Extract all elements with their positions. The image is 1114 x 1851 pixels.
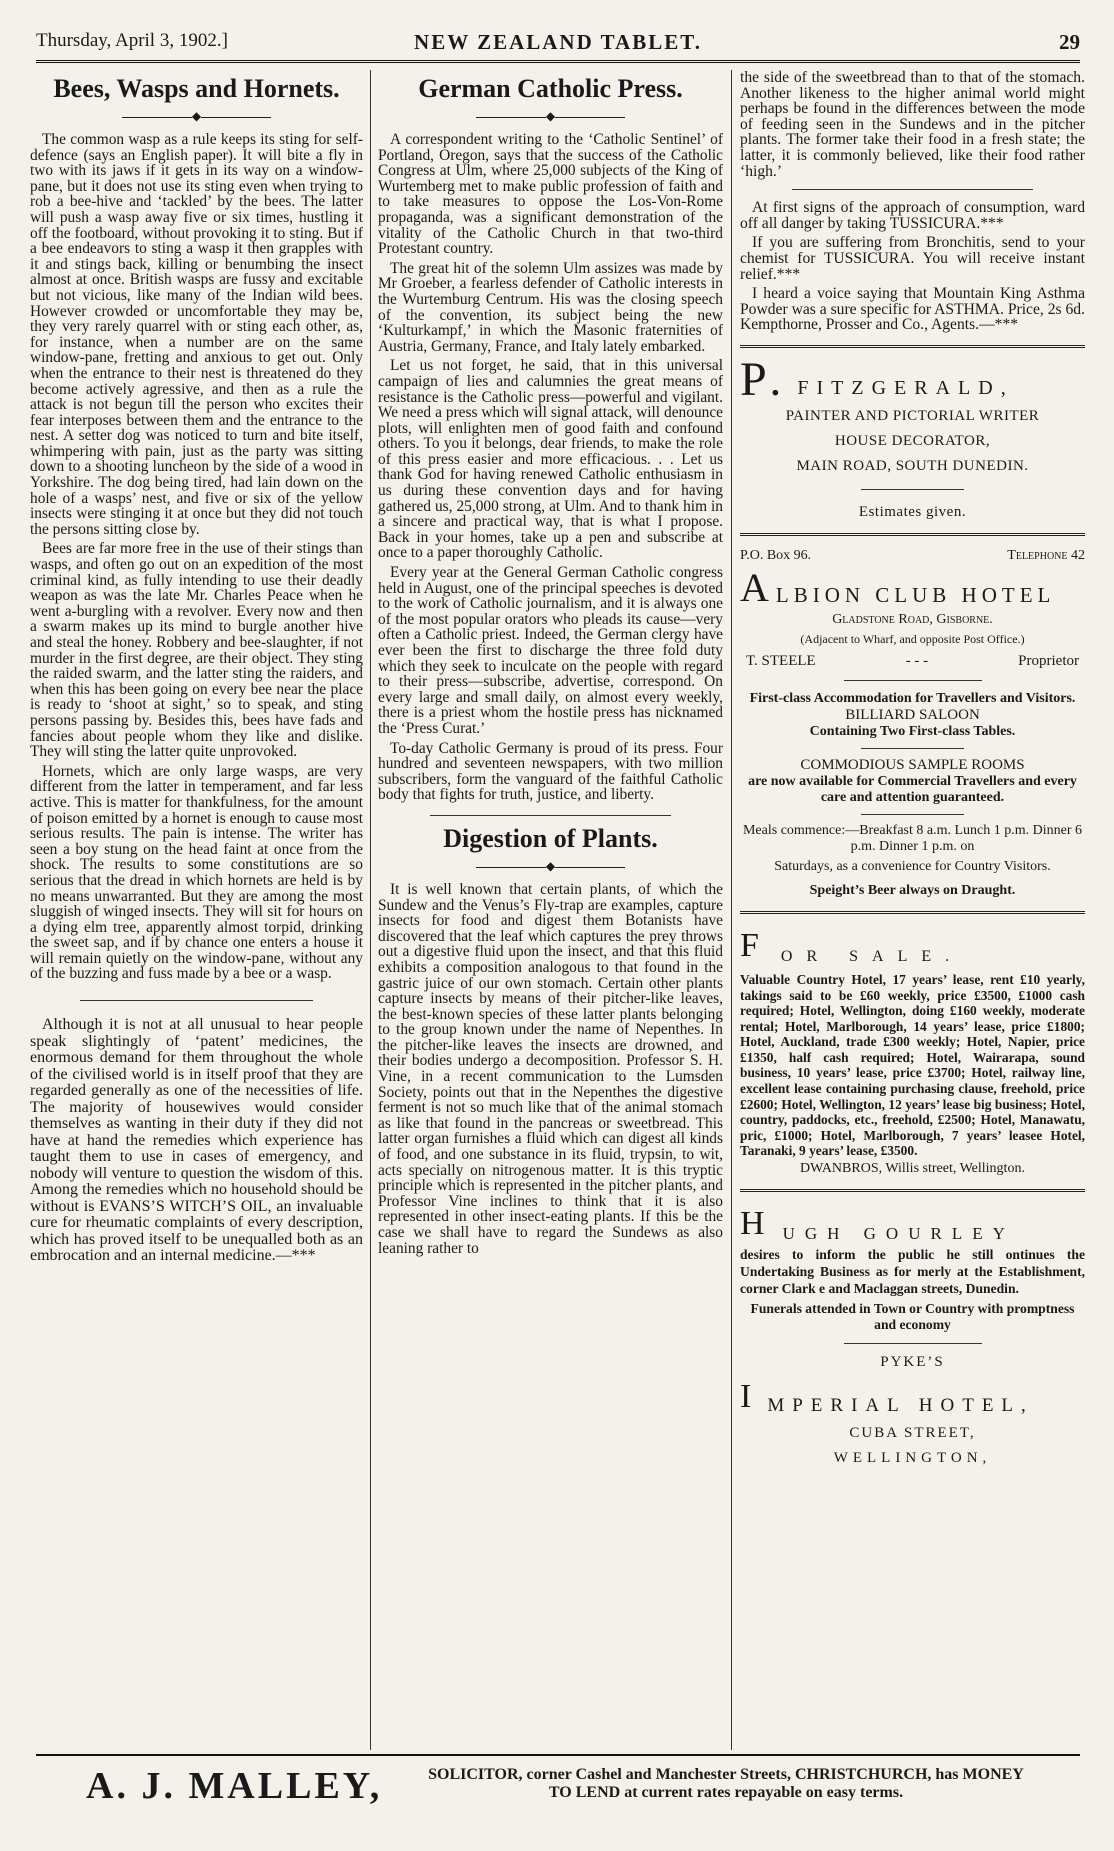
divider <box>740 911 1085 914</box>
press-paragraph-4: Every year at the General German Catholic congress held in August, one of the principal speeches is devoted to the work of Catholic journalism, and it is always one of the most popular orators who pleads its cause—very often a Catholic priest. Indeed, the German clergy have ever been the first to discharge the three fold duty which they seek to inculcate on the people with regard to their press—subscribe, advertise, correspond. On every large and small daily, on almost every weekly, there is a priest whom the hostile press has nicknamed the ‘Press Curat.’ <box>378 564 723 737</box>
divider <box>792 189 1034 190</box>
title-ornament: ◆ <box>378 110 723 122</box>
albion-tables: Containing Two First-class Tables. <box>809 723 1016 739</box>
sale-initial: F <box>740 926 773 964</box>
divider <box>80 1000 313 1001</box>
press-paragraph-3: Let us not forget, he said, that in this universal campaign of lies and calumnies the great means of resistance is the Catholic press—powerful and vigilant. We need a press which will signal attack, will denounce plots, will enlighten men of good faith and confound others. To you it belongs, dear friends, to make the role of this press easier and more efficacious. . . Let us thank God for having renewed Catholic enthusiasm in us during these convention days and for having gathered us, 25,000 strong, at Ulm. And to thank him in a sincere and practical way, that is what I propose. Back in your homes, take up a pen and subscribe at once to a paper thoroughly Catholic. <box>378 357 723 562</box>
imperial-pykes: PYKE’S <box>880 1354 945 1371</box>
albion-beer: Speight’s Beer always on Draught. <box>809 882 1016 898</box>
for-sale-advert <box>740 926 1085 1177</box>
fitzgerald-estimates: Estimates given. <box>858 503 967 520</box>
albion-dash: - - - <box>905 652 929 669</box>
divider <box>740 533 1085 536</box>
malley-text-1: SOLICITOR, corner Cashel and Manchester Streets, CHRISTCHURCH, has MONEY <box>428 1766 1024 1783</box>
gourley-funerals: Funerals attended in Town or Country with promptness and economy <box>750 1301 1075 1333</box>
fitzgerald-line-1: PAINTER AND PICTORIAL WRITER <box>785 407 1040 424</box>
gourley-advert <box>740 1204 1085 1333</box>
divider <box>861 748 965 749</box>
divider <box>740 1189 1085 1192</box>
column-rule-2 <box>731 70 732 1750</box>
divider <box>844 1343 982 1344</box>
albion-hotel-advert <box>740 548 1085 899</box>
digestion-continuation: the side of the sweetbread than to that of the stomach. Another likeness to the higher animal world might perhaps be found in the differences between the mode of feeding seen in the Sundews and in the pitcher plants. The former take their food in a fresh state; the latter, it is commonly believed, like their food rather ‘high.’ <box>740 70 1085 180</box>
gourley-name: UGH GOURLEY <box>782 1224 1015 1244</box>
fitzgerald-line-2: HOUSE DECORATOR, <box>834 432 991 449</box>
tussicura-notice-2: If you are suffering from Bronchitis, send to your chemist for TUSSICURA. You will receive instant relief.*** <box>740 234 1085 283</box>
page-header <box>36 30 1080 63</box>
bees-paragraph-2: Bees are far more free in the use of their stings than wasps, and often go out on an expedition of the most criminal kind, as fully intending to use their deadly weapon as was the late Mr. Charles Peace when he went a-burgling with a revolver. Every now and then a swarm makes up its mind to burgle another hive and steal the honey. Robbery and bee-slaughter, if not murder in the first degree, are their object. They sting the raided swarm, and the latter sting the raiders, and when this has been going on every bee near the place is ready to ‘shoot at sight,’ so to speak, and sting persons passing by. Besides this, bees have fads and fancies about people whom they like and dislike. They will sting the latter quite unprovoked. <box>30 540 363 761</box>
asthma-notice: I heard a voice saying that Mountain King Asthma Powder was a sure specific for ASTHMA. Price, 2s 6d. Kempthorne, Prosser and Co., Agents.—*** <box>740 285 1085 334</box>
article-title-digestion: Digestion of Plants. <box>443 823 658 853</box>
albion-available: are now available for Commercial Travellers and every care and attention guaranteed. <box>748 773 1077 805</box>
article-title-bees: Bees, Wasps and Hornets. <box>53 74 340 103</box>
masthead-title: NEW ZEALAND TABLET. <box>414 30 702 54</box>
divider <box>861 489 965 490</box>
albion-owner: T. STEELE <box>746 652 816 669</box>
albion-telephone: Telephone 42 <box>1007 547 1085 563</box>
divider <box>861 814 965 815</box>
sale-text: Valuable Country Hotel, 17 years’ lease, rent £10 yearly, takings said to be £60 weekly, price £3500, £1000 cash required; Hotel, Wellington, doing £160 weekly, moderate rental; Hotel, Marlborough, 14 years’ lease, price £1800; Hotel, Auckland, trade £300 weekly; Hotel, Napier, price £1350, half cash required; Hotel, Wairarapa, sound business, 10 years’ lease, price £3700; Hotel, railway line, excellent lease containing purchasing clause, freehold, price £2600; Hotel, Wellington, 12 years’ lease big business; Hotel, country, paddocks, etc., freehold, £2500; Hotel, Manawatu, pric, £1000; Hotel, Marlborough, 7 years’ leasee Hotel, Taranaki, 9 years’ lease, £3500. <box>740 971 1085 1159</box>
column-3 <box>740 70 1085 1745</box>
imperial-hotel-advert <box>740 1354 1085 1467</box>
albion-initial: A <box>740 564 774 610</box>
sale-title: OR SALE. <box>780 947 964 965</box>
tussicura-notice-1: At first signs of the approach of consumption, ward off all danger by taking TUSSICURA.*** <box>740 199 1085 232</box>
title-ornament: ◆ <box>378 860 723 872</box>
bees-paragraph-3: Hornets, which are only large wasps, are very different from the latter in temperament, and far less active. This is matter for thankfulness, for the amount of poison emitted by a hornet is enough to cause most serious results. The pain is intense. The writer has seen a boy stung on the head faint at once from the shock. The results to some constitutions are so serious that the dread in which hornets are held is by no means unwarranted. But they are among the most sluggish of winged insects. They will sit for hours on a dying elm tree, apparently almost torpid, drinking the sweet sap, and if by chance one enters a house it will remain quietly on the window-pane, without any of the buzzing and fuss made by a bee or a wasp. <box>30 762 363 983</box>
column-rule-1 <box>370 70 371 1750</box>
column-1 <box>30 70 363 1745</box>
divider <box>740 345 1085 348</box>
fitzgerald-initial: P. <box>740 352 790 406</box>
fitzgerald-line-3: MAIN ROAD, SOUTH DUNEDIN. <box>796 457 1029 474</box>
albion-meals: Meals commence:—Breakfast 8 a.m. Lunch 1 p.m. Dinner 6 p.m. Dinner 1 p.m. on <box>742 822 1082 854</box>
imperial-initial: I <box>740 1378 760 1416</box>
albion-accommodation: First-class Accommodation for Travellers and Visitors. <box>749 690 1076 706</box>
albion-billiard: BILLIARD SALOON <box>845 706 980 723</box>
press-paragraph-5: To-day Catholic Germany is proud of its press. Four hundred and seventeen newspapers, with two million subscribers, form the vanguard of the faithful Catholic body that fights for truth, justice, and liberty. <box>378 739 723 804</box>
page-number: 29 <box>1059 30 1080 54</box>
column-2 <box>378 70 723 1745</box>
malley-name: A. J. MALLEY, <box>86 1765 383 1807</box>
albion-po-box: P.O. Box 96. <box>740 547 812 563</box>
divider <box>844 680 982 681</box>
article-title-german-press: German Catholic Press. <box>418 74 683 103</box>
bees-paragraph-1: The common wasp as a rule keeps its sting for self-defence (says an English paper). It will bite a fly in two with its jaws if it gets in its way on a window-pane, but it does not use its sting even when trying to rob a bee-hive and ‘tackled’ by the bees. The latter will push a wasp away five or six times, hustling it off the footboard, without provoking it to sting. But if a bee endeavors to sting a wasp it then grapples with it and stings back, killing or benumbing the insect almost at once. British wasps are fussy and excitable but not vicious, like many of the Indian wild bees. However crowded or uncomfortable they may be, they very rarely quarrel with or sting each other, as, for instance, when a number are on the same window-pane, fretting and anxious to get out. Only when the entrance to their nest is threatened do they become actively agressive, and then as a rule the attack is not begun till the person who excites their fear interposes between them and the entrance to the nest. A setter dog was noticed to turn and bite itself, whimpering with pain, just as the party was sitting down to a shooting luncheon by the side of a wood in Yorkshire. The dog being tired, had lain down on the hole of a wasps’ nest, and five or six of the yellow insects were stinging it at once but they did not touch the persons sitting close by. <box>30 131 363 538</box>
albion-role: Proprietor <box>1018 652 1079 669</box>
imperial-street: CUBA STREET, <box>849 1425 976 1442</box>
imperial-name: MPERIAL HOTEL, <box>767 1395 1034 1417</box>
albion-address: Gladstone Road, Gisborne. <box>832 611 993 627</box>
digestion-paragraph-1: It is well known that certain plants, of which the Sundew and the Venus’s Fly-trap are examples, capture insects for food and digest them Botanists have discovered that the leaf which captures the prey throws out a digestive fluid upon the insect, and that this fluid exhibits a composition analogous to that found in the gastric juice of our own stomach. Certain other plants capture insects by means of their pitcher-like leaves, the best-known species of these latter plants belonging to the group known under the name of Nepenthes. In the pitcher-like leaves the insects are drowned, and their bodies undergo a decomposition. Professor S. H. Vine, in a recent communication to the Lumsden Society, points out that in the Nepenthes the digestive ferment is not so much like that of the animal stomach as like that found in the pancreas or sweetbread. This latter organ furnishes a fluid which can digest all kinds of food, and one substance in its fluid, trypsin, to wit, acts specially on nitrogenous matter. It is this tryptic principle which is represented in the pitcher plants, and Professor Vine inclines to think that it is also represented in other insect-eating plants. If this be the case we shall have to regard the Sundews as also leaning rather to <box>378 880 723 1257</box>
gourley-text: desires to inform the public he still ontinues the Undertaking Business as for merly at the Establishment, corner Clark e and Maclaggan streets, Dunedin. <box>740 1247 1085 1297</box>
malley-text-2: TO LEND at current rates repayable on easy terms. <box>548 1784 904 1801</box>
divider <box>430 815 672 816</box>
albion-sample-rooms: COMMODIOUS SAMPLE ROOMS <box>800 756 1025 773</box>
press-paragraph-1: A correspondent writing to the ‘Catholic Sentinel’ of Portland, Oregon, says that the success of the Catholic Congress at Ulm, where 25,000 subjects of the King of Wurtemberg met to make public profession of faith and to take measures to oppose the Los-Von-Rome propaganda, was a significant demonstration of the vitality of the Catholic Church in that two-third Protestant country. <box>378 131 723 258</box>
witch-oil-advert: Although it is not at all unusual to hear people speak slightingly of ‘patent’ medicines, the enormous demand for them throughout the whole of the civilised world is in itself proof that they are regarded generally as one of the necessities of life. The majority of housewives would consider themselves as wanting in their duty if they did not have at hand the remedies which experience has taught them to use in cases of emergency, and nobody will venture to question the wisdom of this. Among the remedies which no household should be without is EVANS’S WITCH’S OIL, an invaluable cure for rheumatic complaints of every description, which has proved itself to be unequalled both as an embrocation and an internal medicine.—*** <box>30 1016 363 1265</box>
sale-agent: DWANBROS, Willis street, Wellington. <box>800 1161 1025 1177</box>
page-footer <box>36 1754 1080 1816</box>
header-date: Thursday, April 3, 1902.] <box>36 30 228 51</box>
press-paragraph-2: The great hit of the solemn Ulm assizes was made by Mr Groeber, a fearless defender of Catholic interests in the Wurtemburg Centrum. His was the closing speech of the convention, its subject being the new ‘Kulturkampf,’ in which the Masonic fraternities of Austria, Germany, France, and Italy lately embarked. <box>378 259 723 355</box>
imperial-city: WELLINGTON, <box>833 1450 992 1467</box>
title-ornament: ◆ <box>30 110 363 122</box>
albion-saturdays: Saturdays, as a convenience for Country Visitors. <box>774 858 1051 874</box>
fitzgerald-name: FITZGERALD, <box>797 376 1014 399</box>
albion-name: LBION CLUB HOTEL <box>775 582 1056 607</box>
fitzgerald-advert <box>740 352 1085 521</box>
gourley-initial: H <box>740 1205 775 1243</box>
albion-note: (Adjacent to Wharf, and opposite Post Office.) <box>800 631 1025 646</box>
